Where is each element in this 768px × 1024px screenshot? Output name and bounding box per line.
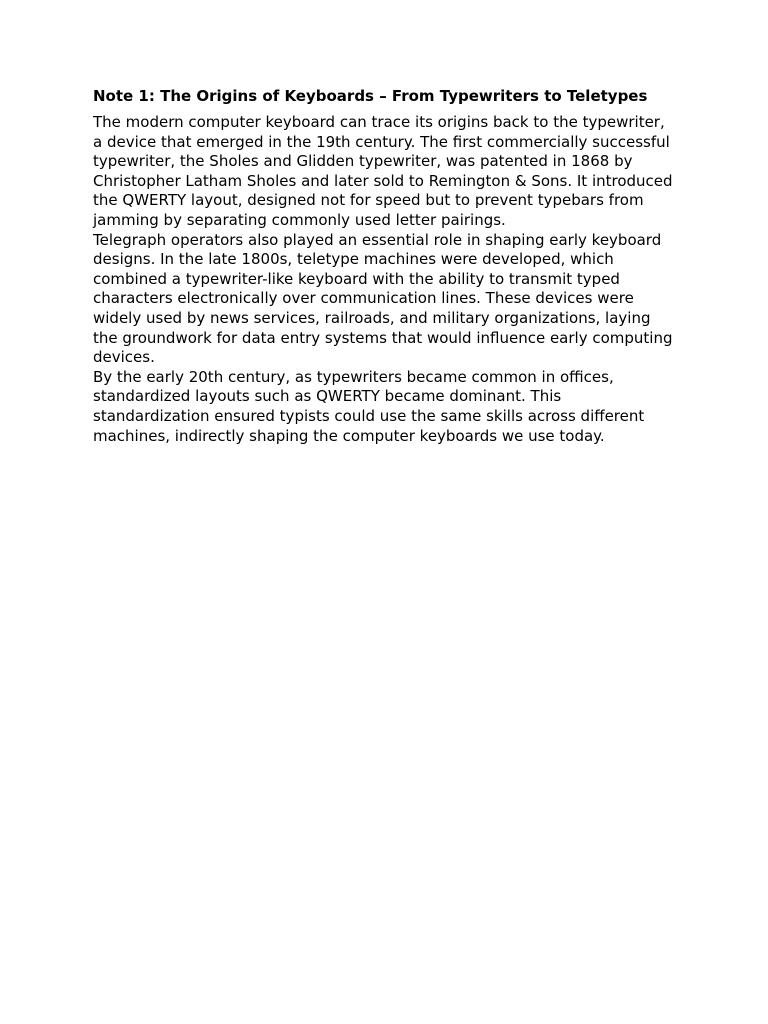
document-page [93,84,673,446]
paragraph-teletype: Telegraph operators also played an essential role in shaping early keyboard designs. In the late 1800s, teletype machines were developed, which combined a typewriter-like keyboard with the ability to transmit typed characters electronically over communication lines. These devices were widely used by news services, railroads, and military organizations, laying the groundwork for data entry systems that would influence early computing devices. [93,230,673,367]
paragraph-standardization: By the early 20th century, as typewriters became common in offices, standardized layouts such as QWERTY became dominant. This standardization ensured typists could use the same skills across different machines, indirectly shaping the computer keyboards we use today. [93,367,645,445]
paragraph-typewriter-origins: The modern computer keyboard can trace its origins back to the typewriter, a device that emerged in the 19th century. The first commercially successful typewriter, the Sholes and Glidden typewriter, was patented in 1868 by Christopher Latham Sholes and later sold to Remington & Sons. It introduced the QWERTY layout, designed not for speed but to prevent typebars from jamming by separating commonly used letter pairings. [93,113,673,229]
note-title: Note 1: The Origins of Keyboards – From Typewriters to Teletypes [93,87,648,105]
